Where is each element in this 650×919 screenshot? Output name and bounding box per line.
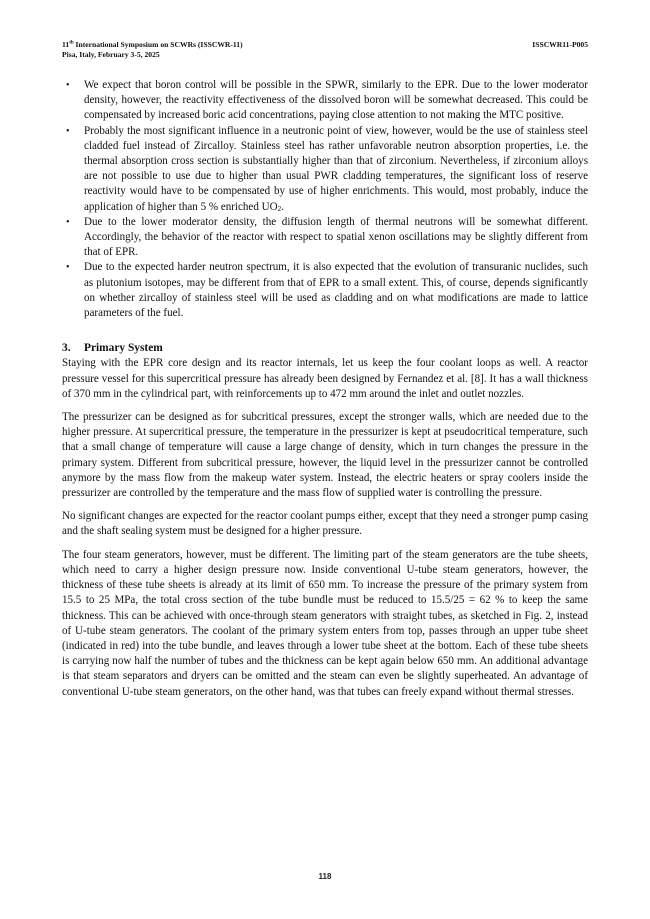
- paper-id: ISSCWR11-P005: [532, 40, 588, 49]
- list-item: [62, 215, 588, 261]
- subscript: 2: [277, 204, 282, 213]
- section-title: Primary System: [84, 342, 163, 355]
- bullet-marker: •: [66, 262, 70, 274]
- section-heading: [62, 341, 588, 356]
- conference-name: [62, 40, 243, 50]
- paragraph: The pressurizer can be designed as for subcritical pressures, except the stronger walls, which are needed due to the higher pressure. At supercritical pressure, the temperature in the pressurizer is kept at pseudocritical temperature, such that a small change of temperature will cause a large change of density, which in turn changes the pressure in the primary system. Different from subcritical pressure, however, the liquid level in the pressurizer cannot be controlled anymore by the mass flow from the makeup water system. Instead, the electric heaters or spray coolers inside the pressurizer are controlled by the temperature and the mass flow of supplied water is controlling the pressure.: [62, 411, 588, 500]
- bullet-list: [62, 78, 588, 321]
- list-item: [62, 78, 588, 124]
- bullet-marker: •: [66, 80, 70, 91]
- header-left: [62, 40, 243, 60]
- page-number: 118: [318, 872, 332, 881]
- paragraph: Staying with the EPR core design and its reactor internals, let us keep the four coolant loops as well. A reactor pressure vessel for this supercritical pressure has already been designed by Fernandez et al. [8]. It has a wall thickness of 370 mm in the cylindrical part, with reinforcements up to 472 mm around the inlet and outlet nozzles.: [62, 357, 588, 400]
- page-header: [62, 40, 588, 60]
- bullet-text: We expect that boron control will be possible in the SPWR, similarly to the EPR. Due to the lower moderator density, however, the reactivity effectiveness of the dissolved boron will be somewhat decreased. This could be compensated by increased boric acid concentrations, paying close attention to not making the MTC positive.: [84, 79, 588, 122]
- bullet-text: Due to the expected harder neutron spectrum, it is also expected that the evolution of transuranic nuclides, such as plutonium isotopes, may be different from that of EPR to a small extent. This, of course, depends significantly on whether zircalloy of stainless steel will be used as cladding and on what modifications are made to lattice parameters of the fuel.: [84, 261, 588, 320]
- conference-location-date: Pisa, Italy, February 3-5, 2025: [62, 50, 160, 59]
- conference-ordinal: 11: [62, 40, 70, 49]
- bullet-text: Due to the lower moderator density, the diffusion length of thermal neutrons will be somewhat different. Accordingly, the behavior of the reactor with respect to spatial xenon oscillations may be slightly different from that of EPR.: [84, 215, 588, 259]
- bullet-marker: •: [66, 216, 70, 228]
- section-number: 3.: [62, 342, 71, 355]
- bullet-marker: •: [66, 125, 70, 137]
- paragraph: No significant changes are expected for the reactor coolant pumps either, except that they need a stronger pump casing and the shaft sealing system must be designed for a higher pressure.: [62, 510, 588, 538]
- bullet-text: Probably the most significant influence in a neutronic point of view, however, would be the use of stainless steel cladded fuel instead of Zircalloy. Stainless steel has rather unfavorable neutron absorption properties, i.e. the thermal absorption cross section is substantially higher than that of zirconium. Nevertheless, if zirconium alloys are not possible to use due to higher than usual PWR cladding temperatures, the significant loss of reserve reactivity would have to be compensated by use of higher enrichments. This would, most probably, induce the application of higher than 5 % enriched UO: [84, 124, 588, 213]
- conference-title: International Symposium on SCWRs (ISSCWR-11): [73, 40, 243, 49]
- conference-ordinal-suffix: th: [69, 40, 74, 46]
- page-body: [62, 78, 588, 708]
- list-item: [62, 124, 588, 215]
- list-item: [62, 260, 588, 321]
- paragraph: The four steam generators, however, must be different. The limiting part of the steam generators are the tube sheets, which need to carry a higher design pressure now. Inside conventional U-tube steam generators, however, the thickness of these tube sheets is already at its limit of 650 mm. To increase the pressure of the primary system from 15.5 to 25 MPa, the total cross section of the tube bundle must be reduced to 15.5/25 = 62 % to keep the same thickness. This can be achieved with once-through steam generators with straight tubes, as sketched in Fig. 2, instead of U-tube steam generators. The coolant of the primary system enters from top, passes through an upper tube sheet (indicated in red) into the tube bundle, and leaves through a lower tube sheet at the bottom. Each of these tube sheets is carrying now half the number of tubes and the thickness can be kept again below 650 mm. An additional advantage is that steam separators and dryers can be omitted and the steam can even be slightly superheated. An advantage of conventional U-tube steam generators, on the other hand, was that tubes can freely expand without thermal stresses.: [62, 548, 588, 698]
- bullet-text-tail: .: [281, 200, 284, 213]
